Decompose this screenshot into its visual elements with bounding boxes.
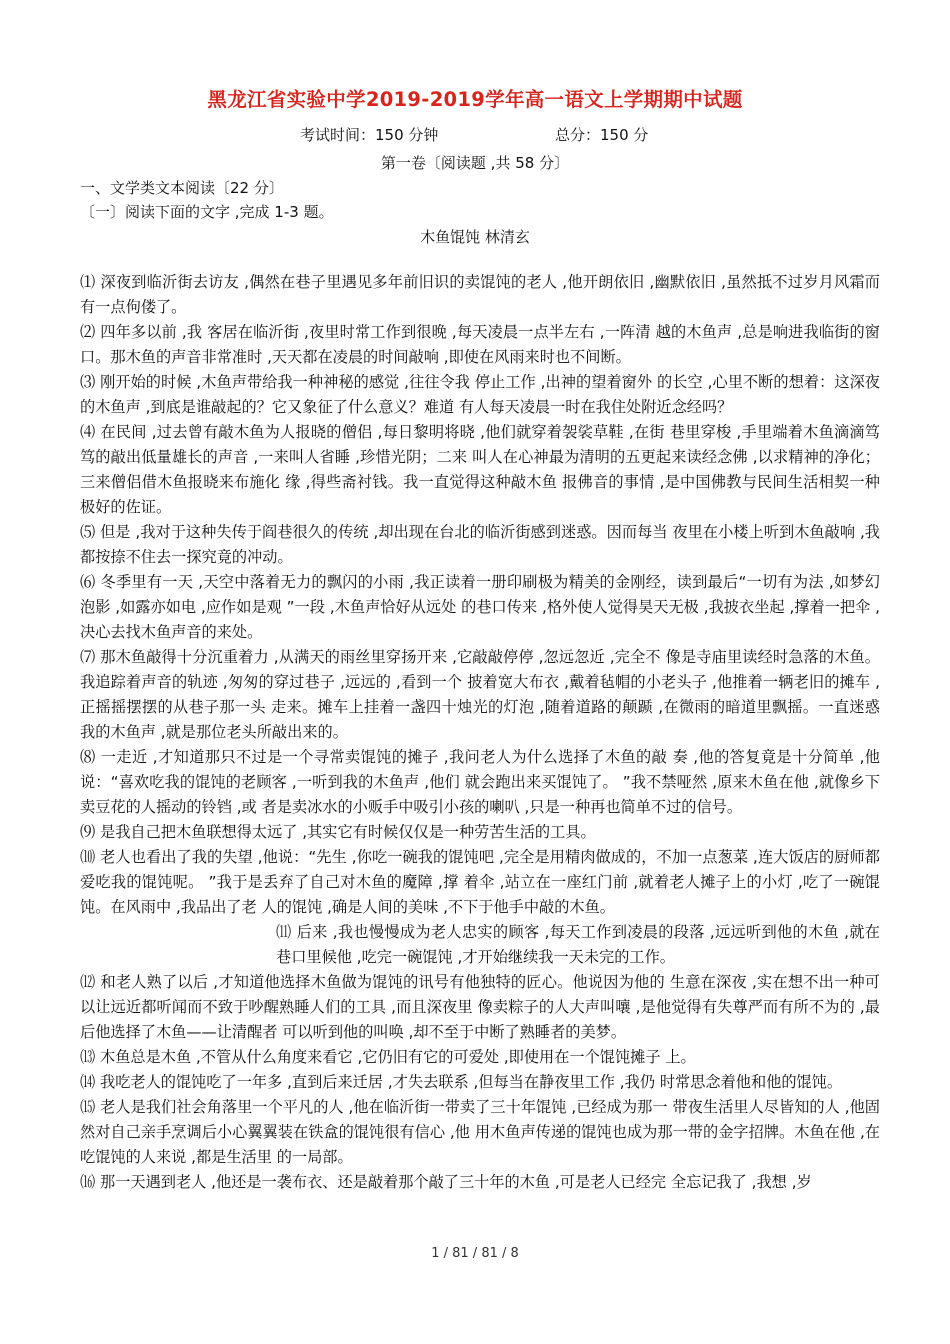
paragraph-8: ⑻ 一走近 ,才知道那只不过是一个寻常卖馄饨的摊子 ,我问老人为什么选择了木鱼的敲 奏 ,他的答复竟是十分简单 ,他说：“喜欢吃我的馄饨的老顾客 ,一听到我的木鱼声 ,他们 就会跑出来买馄饨了。 ”我不禁哑然 ,原来木鱼在他 ,就像乡下卖豆花的人摇动的铃铛 ,或 者是卖冰水的小贩手中吸引小孩的喇叭 ,只是一种再也简单不过的信号。: [80, 748, 880, 816]
paragraph-12: ⑿ 和老人熟了以后 ,才知道他选择木鱼做为馄饨的讯号有他独特的匠心。他说因为他的 生意在深夜 ,实在想不出一种可以让远近都听闻而不致于吵醒熟睡人们的工具 ,而且深夜里 像卖粽子的人大声叫嚷 ,是他觉得有失尊严而有所不为的 ,最后他选择了木鱼——让清醒者 可以听到他的叫唤 ,却不至于中断了熟睡者的美梦。: [80, 973, 880, 1041]
section-heading: 第一卷〔阅读题 ,共 58 分〕: [380, 154, 570, 172]
article-title: 木鱼馄饨 林清玄: [420, 228, 530, 246]
paragraph-7: ⑺ 那木鱼敲得十分沉重着力 ,从满天的雨丝里穿扬开来 ,它敲敲停停 ,忽远忽近 ,完全不 像是寺庙里读经时急落的木鱼。我追踪着声音的轨迹 ,匆匆的穿过巷子 ,远远的 ,看到一个 披着宽大布衣 ,戴着毡帽的小老头子 ,他推着一辆老旧的摊车 ,正摇摇摆摆的从巷子那一头 走来。摊车上挂着一盏四十烛光的灯泡 ,随着道路的颠踬 ,在微雨的暗道里飘摇。一直迷惑 我的木鱼声 ,就是那位老头所敲出来的。: [80, 648, 880, 741]
paragraph-13: ⒀ 木鱼总是木鱼 ,不管从什么角度来看它 ,它仍旧有它的可爱处 ,即使用在一个馄饨摊子 上。: [80, 1048, 696, 1066]
paragraph-4: ⑷ 在民间 ,过去曾有敲木鱼为人报晓的僧侣 ,每日黎明将晓 ,他们就穿着袈裟草鞋 ,在街 巷里穿梭 ,手里端着木鱼滴滴笃笃的敲出低量雄长的声音 ,一来叫人省睡 ,珍惜光阴；二来 叫人在心神最为清明的五更起来读经念佛 ,以求精神的净化；三来僧侣借木鱼报晓来布施化 缘 ,得些斋衬钱。我一直觉得这种敲木鱼 报佛音的事情 ,是中国佛教与民间生活相契一种 极好的佐证。: [80, 423, 880, 516]
paragraph-6: ⑹ 冬季里有一天 ,天空中落着无力的飘闪的小雨 ,我正读着一册印刷极为精美的金刚经，读到最后“一切有为法 ,如梦幻泡影 ,如露亦如电 ,应作如是观 ”一段 ,木鱼声恰好从远处 的巷口传来 ,格外使人觉得昊天无极 ,我披衣坐起 ,撑着一把伞 ,决心去找木鱼声音的来处。: [80, 573, 880, 641]
paragraph-11: ⑾ 后来 ,我也慢慢成为老人忠实的顾客 ,每天工作到凌晨的段落 ,远远听到他的木鱼 ,就在巷口里候他 ,吃完一碗馄饨 ,才开始继续我一天未完的工作。: [276, 923, 880, 966]
paragraph-2: ⑵ 四年多以前 ,我 客居在临沂街 ,夜里时常工作到很晚 ,每天凌晨一点半左右 ,一阵清 越的木鱼声 ,总是响进我临街的窗口。那木鱼的声音非常准时 ,天天都在凌晨的时间敲响 ,即使在风雨来时也不间断。: [80, 323, 880, 366]
paragraph-10: ⑽ 老人也看出了我的失望 ,他说：“先生 ,你吃一碗我的馄饨吧 ,完全是用精肉做成的，不加一点葱菜 ,连大饭店的厨师都爱吃我的馄饨呢。 ”我于是丢弃了自己对木鱼的魔障 ,撑 着伞 ,站立在一座红门前 ,就着老人摊子上的小灯 ,吃了一碗馄饨。在风雨中 ,我品出了老 人的馄饨 ,确是人间的美味 ,不下于他手中敲的木鱼。: [80, 848, 880, 916]
document-title: 黑龙江省实验中学2019-2019学年高一语文上学期期中试题: [207, 88, 743, 111]
paragraph-16: ⒃ 那一天遇到老人 ,他还是一袭布衣、还是敲着那个敲了三十年的木鱼 ,可是老人已经完 全忘记我了 ,我想 ,岁: [80, 1173, 812, 1191]
paragraph-1: ⑴ 深夜到临沂街去访友 ,偶然在巷子里遇见多年前旧识的卖馄饨的老人 ,他开朗依旧 ,幽默依旧 ,虽然抵不过岁月风霜而有一点佝偻了。: [80, 273, 880, 316]
paragraph-9: ⑼ 是我自己把木鱼联想得太远了 ,其实它有时候仅仅是一种劳苦生活的工具。: [80, 823, 596, 841]
exam-time: 考试时间：150 分钟: [300, 126, 439, 144]
page-number: 1 / 81 / 81 / 8: [431, 1246, 519, 1261]
instruction-text: 〔一〕阅读下面的文字 ,完成 1-3 题。: [80, 203, 334, 221]
paragraph-14: ⒁ 我吃老人的馄饨吃了一年多 ,直到后来迁居 ,才失去联系 ,但每当在静夜里工作 ,我仍 时常思念着他和他的馄饨。: [80, 1073, 843, 1091]
paragraph-5: ⑸ 但是 ,我对于这种失传于阎巷很久的传统 ,却出现在台北的临沂街感到迷惑。因而每当 夜里在小楼上听到木鱼敲响 ,我都按捺不住去一探究竟的冲动。: [80, 523, 880, 566]
article-body: [80, 270, 880, 1195]
total-score: 总分：150 分: [555, 126, 649, 144]
paragraph-3: ⑶ 刚开始的时候 ,木鱼声带给我一种神秘的感觉 ,往往令我 停止工作 ,出神的望着窗外 的长空 ,心里不断的想着：这深夜的木鱼声 ,到底是谁敲起的？它又象征了什么意义？难道 有人每天凌晨一时在我住处附近念经吗？: [80, 373, 880, 416]
paragraph-15: ⒂ 老人是我们社会角落里一个平凡的人 ,他在临沂街一带卖了三十年馄饨 ,已经成为那一 带夜生活里人尽皆知的人 ,他固然对自己亲手烹调后小心翼翼装在铁盒的馄饨很有信心 ,他 用木鱼声传递的馄饨也成为那一带的金字招牌。木鱼在他 ,在吃馄饨的人来说 ,都是生活里 的一局部。: [80, 1098, 880, 1166]
part-title: 一、文学类文本阅读〔22 分〕: [80, 179, 284, 197]
